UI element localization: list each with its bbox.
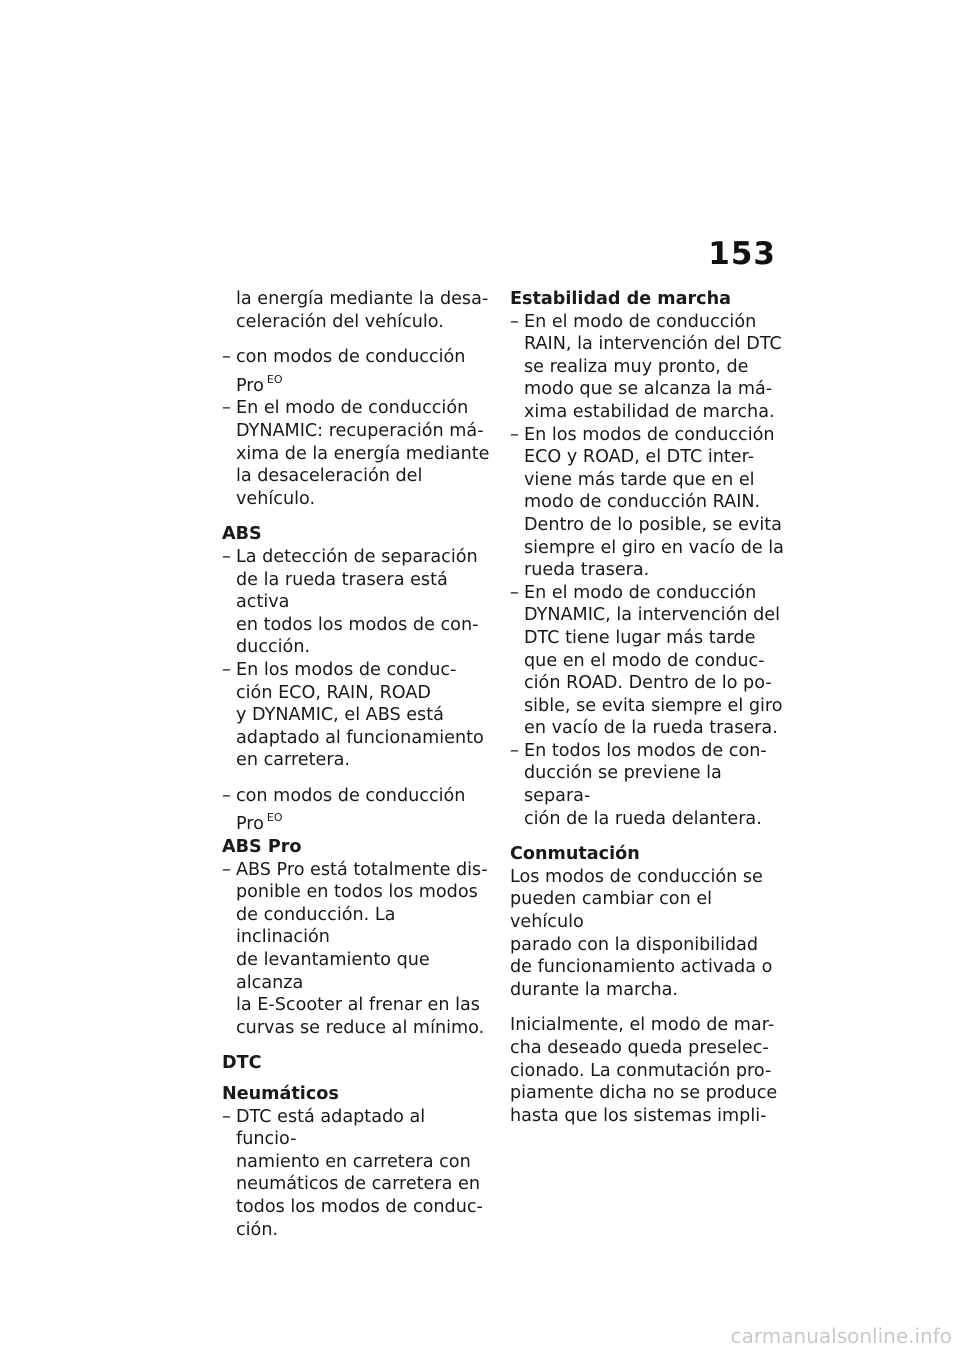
continued-paragraph: la energía mediante la desa- celeración del vehículo. bbox=[236, 289, 489, 332]
section-heading-dtc: DTC bbox=[222, 1053, 262, 1074]
list-item: – En el modo de conducción DYNAMIC: recuperación má- xima de la energía mediante la desaceleración del vehículo. bbox=[222, 397, 490, 510]
footer-watermark: carmanualsonline.info bbox=[730, 1324, 952, 1348]
list-item: – En el modo de conducción DYNAMIC, la intervención del DTC tiene lugar más tarde que en el modo de conduc- ción ROAD. Dentro de lo po- sible, se evita siempre el giro en vacío de la rueda trasera. bbox=[510, 582, 788, 740]
list-item bbox=[222, 785, 490, 836]
list-item: – En los modos de conduc- ción ECO, RAIN, ROAD y DYNAMIC, el ABS está adaptado al funcionamiento en carretera. bbox=[222, 659, 490, 772]
list-item: – ABS Pro está totalmente dis- ponible en todos los modos de conducción. La inclinación de levantamiento que alcanza la E-Scooter al frenar en las curvas se reduce al mínimo. bbox=[222, 859, 490, 1040]
section-heading-switching: Conmutación bbox=[510, 844, 640, 865]
paragraph: Los modos de conducción se pueden cambiar con el vehículo parado con la disponibilidad de funcionamiento activada o durante la marcha. bbox=[510, 866, 773, 1000]
page-number: 153 bbox=[708, 236, 776, 272]
list-item: – En todos los modos de con- ducción se previene la separa- ción de la rueda delantera. bbox=[510, 740, 788, 830]
list-item-text: con modos de conducción Pro bbox=[236, 347, 466, 396]
section-heading-stability: Estabilidad de marcha bbox=[510, 289, 732, 309]
list-item-text: con modos de conducción Pro bbox=[236, 785, 466, 835]
section-heading-abs-pro: ABS Pro bbox=[222, 837, 302, 858]
superscript-eo: EO bbox=[266, 372, 283, 386]
list-item: – En los modos de conducción ECO y ROAD, el DTC inter- viene más tarde que en el modo de conducción RAIN. Dentro de lo posible, se evita siempre el giro en vacío de la rueda trasera. bbox=[510, 424, 788, 582]
left-column bbox=[222, 288, 490, 1241]
list-item bbox=[222, 346, 490, 397]
right-column bbox=[510, 288, 788, 1127]
list-item: – La detección de separación de la rueda trasera está activa en todos los modos de con- ducción. bbox=[222, 546, 490, 659]
list-item: – En el modo de conducción RAIN, la intervención del DTC se realiza muy pronto, de modo que se alcanza la má- xima estabilidad de marcha. bbox=[510, 311, 788, 424]
paragraph: Inicialmente, el modo de mar- cha deseado queda preselec- cionado. La conmutación pro- piamente dicha no se produce hasta que los sistemas impli- bbox=[510, 1015, 778, 1126]
section-heading-abs: ABS bbox=[222, 524, 262, 545]
list-item: – DTC está adaptado al funcio- namiento en carretera con neumáticos de carretera en todos los modos de conduc- ción. bbox=[222, 1106, 490, 1242]
section-heading-tyres: Neumáticos bbox=[222, 1084, 339, 1104]
superscript-eo: EO bbox=[266, 811, 283, 825]
